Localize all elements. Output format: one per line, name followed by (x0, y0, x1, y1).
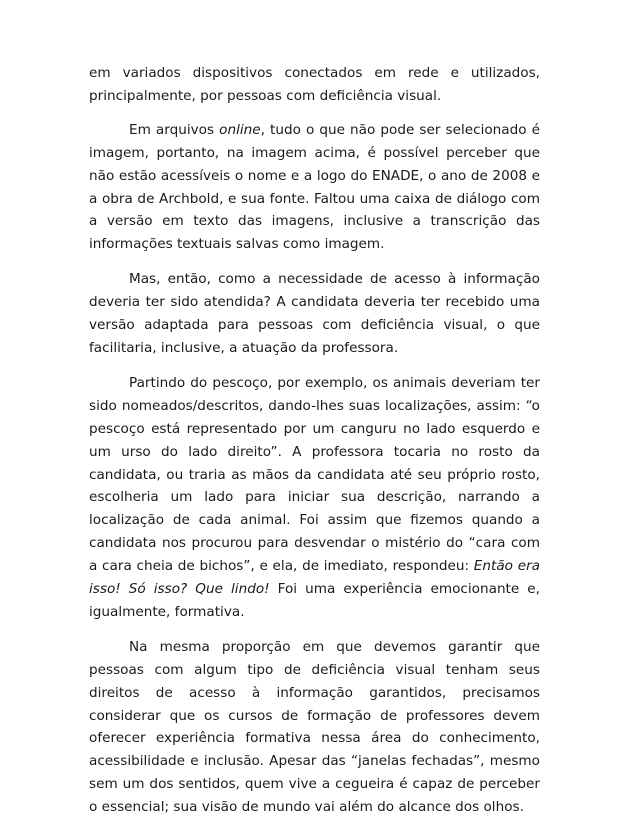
paragraph-1-text: em variados dispositivos conectados em rede e utilizados, principalmente, por pessoas com deficiência visual. (89, 65, 540, 104)
paragraph-1 (89, 62, 540, 108)
paragraph-4 (89, 372, 540, 624)
paragraph-4-italic-quote: Então era isso! Só isso? Que lindo! (89, 558, 540, 598)
paragraph-3-text: Mas, então, como a necessidade de acesso à informação deveria ter sido atendida? A candidata deveria ter recebido uma versão adaptada para pessoas com deficiência visual, o que facilitaria, inclusive, a atuação da professora. (89, 271, 540, 356)
paragraph-3 (89, 268, 540, 360)
paragraph-5 (89, 636, 540, 819)
paragraph-2 (89, 119, 540, 256)
paragraph-2-text-b: , tudo o que não pode ser selecionado é imagem, portanto, na imagem acima, é possível perceber que não estão acessíveis o nome e a logo do ENADE, o ano de 2008 e a obra de Archbold, e sua fonte. Faltou uma caixa de diálogo com a versão em texto das imagens, inclusive a transcrição das informações textuais salvas como imagem. (89, 121, 540, 253)
paragraph-4-text-a: Partindo do pescoço, por exemplo, os animais deveriam ter sido nomeados/descritos, dando-lhes suas localizações, assim: “o pescoço está representado por um canguru no lado esquerdo e um urso do lado direito”. A professora tocaria no rosto da candidata, ou traria as mãos da candidata até seu próprio rosto, escolheria um lado para iniciar sua descrição, narrando a localização de cada animal. Foi assim que fizemos quando a candidata nos procurou para desvendar o mistério do “cara com a cara cheia de bichos”, e ela, de imediato, respondeu: (89, 374, 540, 575)
document-page (89, 62, 540, 831)
paragraph-2-italic-online: online (219, 121, 261, 138)
paragraph-4-text-b: Foi uma experiência emocionante e, igualmente, formativa. (89, 581, 540, 620)
paragraph-2-text-a: Em arquivos (129, 121, 220, 138)
paragraph-5-text: Na mesma proporção em que devemos garantir que pessoas com algum tipo de deficiência visual tenham seus direitos de acesso à informação garantidos, precisamos considerar que os cursos de formação de professores devem oferecer experiência formativa nessa área do conhecimento, acessibilidade e inclusão. Apesar das “janelas fechadas”, mesmo sem um dos sentidos, quem vive a cegueira é capaz de perceber o essencial; sua visão de mundo vai além do alcance dos olhos. (89, 638, 540, 816)
